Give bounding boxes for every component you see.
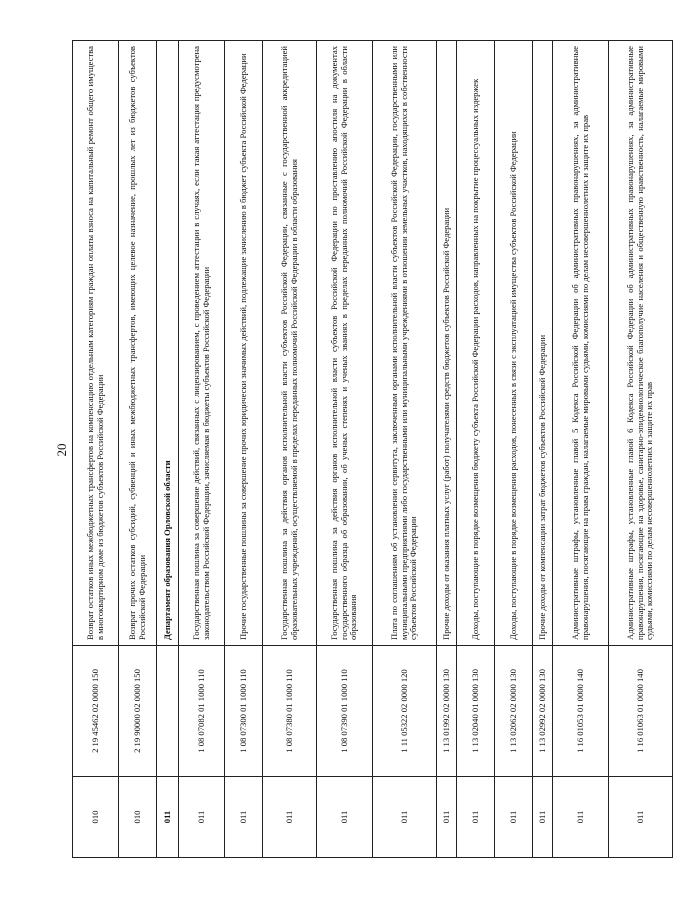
administrator-code-cell: 011 bbox=[225, 777, 263, 858]
table-row bbox=[457, 41, 495, 858]
table-body bbox=[73, 41, 673, 858]
table-row bbox=[495, 41, 533, 858]
table-row bbox=[263, 41, 317, 858]
revenue-code-cell: 1 08 07390 01 1000 110 bbox=[317, 646, 373, 777]
table-row bbox=[553, 41, 609, 858]
administrator-code-cell: 011 bbox=[457, 777, 495, 858]
administrator-code-cell: 011 bbox=[179, 777, 225, 858]
administrator-code-cell: 010 bbox=[73, 777, 119, 858]
administrator-code-cell: 011 bbox=[373, 777, 437, 858]
revenue-code-cell: 1 16 01063 01 0000 140 bbox=[609, 646, 673, 777]
revenue-name-cell: Административные штрафы, установленные главой 5 Кодекса Российской Федерации об административных правонарушениях, за административные правонарушения, посягающие на права граждан, налагаемые мировыми судьями, комиссиями по делам несовершеннолетних и защите их прав bbox=[553, 41, 609, 646]
table-row bbox=[609, 41, 673, 858]
table-row bbox=[179, 41, 225, 858]
revenue-code-cell: 1 13 02040 01 0000 130 bbox=[457, 646, 495, 777]
administrator-code-cell: 011 bbox=[495, 777, 533, 858]
revenue-code-cell: 1 11 05322 02 0000 120 bbox=[373, 646, 437, 777]
revenue-name-cell: Возврат остатков иных межбюджетных трансфертов на компенсацию отдельным категориям граждан оплаты взноса на капитальный ремонт общего имущества в многоквартирном доме из бюджетов субъектов Российской Федерации bbox=[73, 41, 119, 646]
revenue-name-cell: Прочие доходы от оказания платных услуг (работ) получателями средств бюджетов субъектов Российской Федерации bbox=[437, 41, 457, 646]
revenue-name-cell: Возврат прочих остатков субсидий, субвенций и иных межбюджетных трансфертов, имеющих целевое назначение, прошлых лет из бюджетов субъектов Российской Федерации bbox=[119, 41, 157, 646]
administrator-code-cell: 011 bbox=[533, 777, 553, 858]
administrator-code-cell: 011 bbox=[317, 777, 373, 858]
rotated-page-content bbox=[72, 40, 655, 858]
page-number: 20 bbox=[54, 443, 69, 457]
table-row bbox=[73, 41, 119, 858]
revenue-code-cell: 2 19 45462 02 0000 150 bbox=[73, 646, 119, 777]
administrator-code-cell: 011 bbox=[553, 777, 609, 858]
revenue-code-cell: 1 13 02992 02 0000 130 bbox=[533, 646, 553, 777]
revenue-codes-table bbox=[72, 40, 673, 858]
revenue-name-cell: Доходы, поступающие в порядке возмещения расходов, понесенных в связи с эксплуатацией имущества субъектов Российской Федерации bbox=[495, 41, 533, 646]
revenue-name-cell: Прочие доходы от компенсации затрат бюджетов субъектов Российской Федерации bbox=[533, 41, 553, 646]
administrator-code-cell: 011 bbox=[263, 777, 317, 858]
revenue-code-cell: 1 13 01992 02 0000 130 bbox=[437, 646, 457, 777]
revenue-name-cell: Прочие государственные пошлины за совершение прочих юридически значимых действий, подлежащие зачислению в бюджет субъекта Российской Федерации bbox=[225, 41, 263, 646]
department-row bbox=[157, 41, 179, 858]
revenue-code-cell: 1 13 02062 02 0000 130 bbox=[495, 646, 533, 777]
table-row bbox=[533, 41, 553, 858]
table-row bbox=[437, 41, 457, 858]
administrator-code-cell: 010 bbox=[119, 777, 157, 858]
revenue-code-cell: 1 08 07380 01 1000 110 bbox=[263, 646, 317, 777]
administrator-code-cell: 011 bbox=[437, 777, 457, 858]
table-row bbox=[119, 41, 157, 858]
revenue-code-cell: 1 08 07082 01 1000 110 bbox=[179, 646, 225, 777]
revenue-code-cell: 1 08 07300 01 1000 110 bbox=[225, 646, 263, 777]
table-row bbox=[373, 41, 437, 858]
revenue-name-cell: Административные штрафы, установленные главой 6 Кодекса Российской Федерации об административных правонарушениях, за административные правонарушения, посягающие на здоровье, санитарно-эпидемиологическое благополучие населения и общественную нравственность, налагаемые мировыми судьями, комиссиями по делам несовершеннолетних и защите их прав bbox=[609, 41, 673, 646]
revenue-code-cell: 2 19 90000 02 0000 150 bbox=[119, 646, 157, 777]
revenue-name-cell: Департамент образования Орловской области bbox=[157, 41, 179, 646]
revenue-name-cell: Плата по соглашениям об установлении сервитута, заключенным органами исполнительной власти субъектов Российской Федерации, государственными или муниципальными предприятиями либо государственными или муниципальными учреждениями в отношении земельных участков, находящихся в собственности субъектов Российской Федерации bbox=[373, 41, 437, 646]
revenue-name-cell: Доходы, поступающие в порядке возмещения бюджету субъекта Российской Федерации расходов, направленных на покрытие процессуальных издержек bbox=[457, 41, 495, 646]
revenue-name-cell: Государственная пошлина за действия органов исполнительной власти субъектов Российской Федерации, связанные с государственной аккредитацией образовательных учреждений, осуществляемой в пределах переданных полномочий Российской Федерации в области образования bbox=[263, 41, 317, 646]
revenue-name-cell: Государственная пошлина за действия органов исполнительной власти субъектов Российской Федерации по проставлению апостиля на документах государственного образца об образовании, об ученых степенях и ученых званиях в пределах переданных полномочий Российской Федерации в области образования bbox=[317, 41, 373, 646]
table-row bbox=[317, 41, 373, 858]
revenue-code-cell bbox=[157, 646, 179, 777]
administrator-code-cell: 011 bbox=[157, 777, 179, 858]
revenue-code-cell: 1 16 01053 01 0000 140 bbox=[553, 646, 609, 777]
revenue-name-cell: Государственная пошлина за совершение действий, связанных с лицензированием, с проведением аттестации в случаях, если такая аттестация предусмотрена законодательством Российской Федерации, зачисляемая в бюджеты субъектов Российской Федерации bbox=[179, 41, 225, 646]
administrator-code-cell: 011 bbox=[609, 777, 673, 858]
table-row bbox=[225, 41, 263, 858]
